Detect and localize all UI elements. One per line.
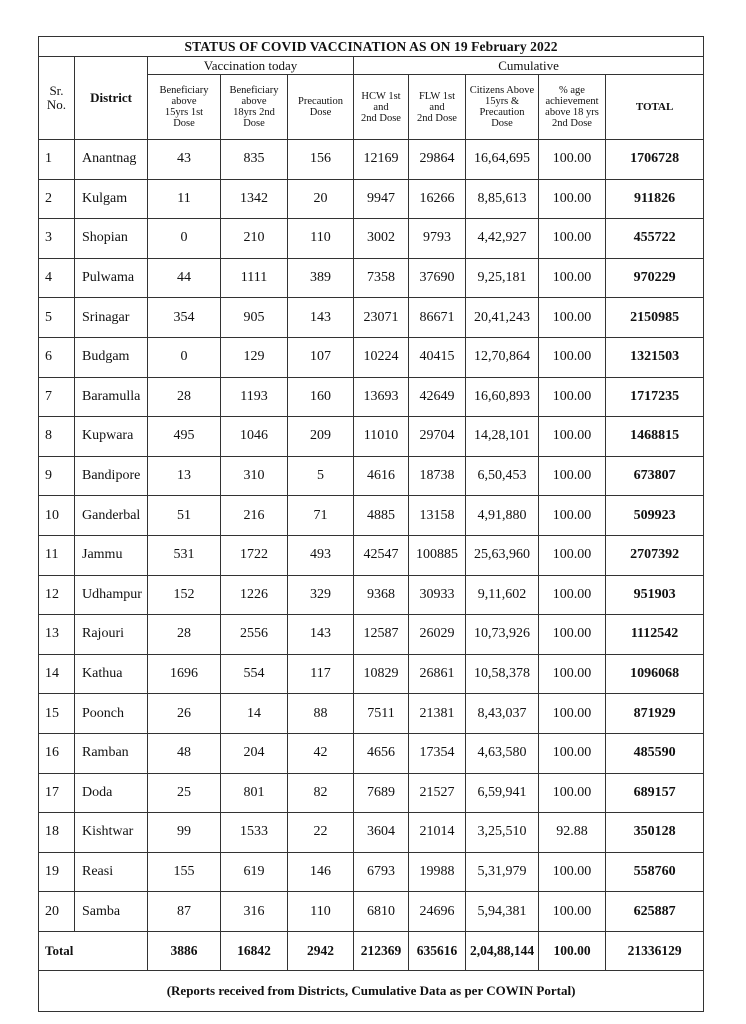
precaution-dose-cell: 88 — [288, 694, 354, 734]
sr-no-cell: 17 — [39, 773, 75, 813]
precaution-dose-cell: 156 — [288, 140, 354, 180]
beneficiary-18yrs-cell: 1226 — [221, 575, 288, 615]
beneficiary-15yrs-cell: 28 — [148, 377, 221, 417]
sr-no-cell: 12 — [39, 575, 75, 615]
grand-total: 21336129 — [606, 931, 704, 970]
flw-cell: 9793 — [409, 219, 466, 259]
total-cell: 689157 — [606, 773, 704, 813]
hcw-cell: 11010 — [354, 417, 409, 457]
precaution-dose-cell: 71 — [288, 496, 354, 536]
percent-cell: 100.00 — [539, 456, 606, 496]
flw-cell: 42649 — [409, 377, 466, 417]
district-cell: Jammu — [75, 535, 148, 575]
precaution-dose-cell: 143 — [288, 298, 354, 338]
total-cell: 1112542 — [606, 615, 704, 655]
citizens-cell: 16,60,893 — [466, 377, 539, 417]
district-cell: Samba — [75, 892, 148, 932]
sr-no-cell: 9 — [39, 456, 75, 496]
beneficiary-15yrs-cell: 1696 — [148, 654, 221, 694]
beneficiary-15yrs-cell: 155 — [148, 852, 221, 892]
total-cell: 911826 — [606, 179, 704, 219]
flw-cell: 21527 — [409, 773, 466, 813]
table-row — [39, 377, 704, 417]
precaution-dose-cell: 160 — [288, 377, 354, 417]
hcw-cell: 9368 — [354, 575, 409, 615]
hcw-cell: 12587 — [354, 615, 409, 655]
hcw-cell: 12169 — [354, 140, 409, 180]
citizens-cell: 5,31,979 — [466, 852, 539, 892]
total-cell: 673807 — [606, 456, 704, 496]
precaution-dose-cell: 329 — [288, 575, 354, 615]
header-beneficiary-15yrs: Beneficiary above 15yrs 1st Dose — [148, 75, 221, 140]
district-cell: Kishtwar — [75, 813, 148, 853]
district-cell: Pulwama — [75, 258, 148, 298]
total-cell: 2150985 — [606, 298, 704, 338]
table-row — [39, 575, 704, 615]
header-hcw: HCW 1st and 2nd Dose — [354, 75, 409, 140]
citizens-cell: 3,25,510 — [466, 813, 539, 853]
header-district: District — [75, 57, 148, 140]
total-percent: 100.00 — [539, 931, 606, 970]
district-cell: Kupwara — [75, 417, 148, 457]
table-row — [39, 733, 704, 773]
flw-cell: 21381 — [409, 694, 466, 734]
percent-cell: 100.00 — [539, 377, 606, 417]
precaution-dose-cell: 143 — [288, 615, 354, 655]
district-cell: Doda — [75, 773, 148, 813]
beneficiary-18yrs-cell: 210 — [221, 219, 288, 259]
citizens-cell: 10,73,926 — [466, 615, 539, 655]
sr-no-cell: 5 — [39, 298, 75, 338]
header-cumulative: Cumulative — [354, 57, 704, 75]
total-cell: 871929 — [606, 694, 704, 734]
total-cell: 350128 — [606, 813, 704, 853]
citizens-cell: 10,58,378 — [466, 654, 539, 694]
total-cell: 1717235 — [606, 377, 704, 417]
total-cell: 1096068 — [606, 654, 704, 694]
total-hcw: 212369 — [354, 931, 409, 970]
total-cell: 951903 — [606, 575, 704, 615]
district-cell: Kulgam — [75, 179, 148, 219]
header-flw: FLW 1st and 2nd Dose — [409, 75, 466, 140]
beneficiary-18yrs-cell: 216 — [221, 496, 288, 536]
percent-cell: 100.00 — [539, 179, 606, 219]
total-cell: 1321503 — [606, 337, 704, 377]
flw-cell: 24696 — [409, 892, 466, 932]
sr-no-cell: 14 — [39, 654, 75, 694]
header-beneficiary-18yrs: Beneficiary above 18yrs 2nd Dose — [221, 75, 288, 140]
hcw-cell: 10829 — [354, 654, 409, 694]
beneficiary-18yrs-cell: 14 — [221, 694, 288, 734]
percent-cell: 100.00 — [539, 733, 606, 773]
district-cell: Rajouri — [75, 615, 148, 655]
citizens-cell: 8,43,037 — [466, 694, 539, 734]
sr-no-cell: 16 — [39, 733, 75, 773]
beneficiary-15yrs-cell: 51 — [148, 496, 221, 536]
total-cell: 625887 — [606, 892, 704, 932]
beneficiary-15yrs-cell: 48 — [148, 733, 221, 773]
total-cell: 970229 — [606, 258, 704, 298]
hcw-cell: 4885 — [354, 496, 409, 536]
total-cell: 558760 — [606, 852, 704, 892]
beneficiary-15yrs-cell: 44 — [148, 258, 221, 298]
citizens-cell: 9,11,602 — [466, 575, 539, 615]
grand-total-row — [39, 931, 704, 970]
sr-no-cell: 1 — [39, 140, 75, 180]
hcw-cell: 23071 — [354, 298, 409, 338]
precaution-dose-cell: 117 — [288, 654, 354, 694]
percent-cell: 100.00 — [539, 773, 606, 813]
percent-cell: 100.00 — [539, 852, 606, 892]
hcw-cell: 42547 — [354, 535, 409, 575]
total-cell: 509923 — [606, 496, 704, 536]
vaccination-status-sheet — [38, 36, 703, 1012]
precaution-dose-cell: 493 — [288, 535, 354, 575]
hcw-cell: 9947 — [354, 179, 409, 219]
total-cell: 2707392 — [606, 535, 704, 575]
flw-cell: 100885 — [409, 535, 466, 575]
beneficiary-18yrs-cell: 1342 — [221, 179, 288, 219]
header-sr-no: Sr. No. — [39, 57, 75, 140]
hcw-cell: 13693 — [354, 377, 409, 417]
sr-no-cell: 19 — [39, 852, 75, 892]
table-body — [39, 140, 704, 1012]
flw-cell: 26861 — [409, 654, 466, 694]
hcw-cell: 7689 — [354, 773, 409, 813]
table-row — [39, 615, 704, 655]
beneficiary-18yrs-cell: 310 — [221, 456, 288, 496]
hcw-cell: 7511 — [354, 694, 409, 734]
percent-cell: 100.00 — [539, 219, 606, 259]
beneficiary-15yrs-cell: 11 — [148, 179, 221, 219]
percent-cell: 100.00 — [539, 337, 606, 377]
hcw-cell: 3604 — [354, 813, 409, 853]
total-beneficiary-15yrs: 3886 — [148, 931, 221, 970]
flw-cell: 18738 — [409, 456, 466, 496]
table-row — [39, 535, 704, 575]
precaution-dose-cell: 110 — [288, 219, 354, 259]
header-vaccination-today: Vaccination today — [148, 57, 354, 75]
citizens-cell: 4,91,880 — [466, 496, 539, 536]
total-flw: 635616 — [409, 931, 466, 970]
total-precaution-dose: 2942 — [288, 931, 354, 970]
sr-no-cell: 18 — [39, 813, 75, 853]
beneficiary-18yrs-cell: 619 — [221, 852, 288, 892]
beneficiary-18yrs-cell: 129 — [221, 337, 288, 377]
table-row — [39, 852, 704, 892]
beneficiary-15yrs-cell: 25 — [148, 773, 221, 813]
beneficiary-18yrs-cell: 2556 — [221, 615, 288, 655]
flw-cell: 30933 — [409, 575, 466, 615]
beneficiary-18yrs-cell: 1046 — [221, 417, 288, 457]
citizens-cell: 14,28,101 — [466, 417, 539, 457]
total-label: Total — [39, 931, 148, 970]
precaution-dose-cell: 42 — [288, 733, 354, 773]
percent-cell: 100.00 — [539, 140, 606, 180]
district-cell: Reasi — [75, 852, 148, 892]
total-cell: 455722 — [606, 219, 704, 259]
table-row — [39, 298, 704, 338]
citizens-cell: 25,63,960 — [466, 535, 539, 575]
sr-no-cell: 4 — [39, 258, 75, 298]
table-row — [39, 496, 704, 536]
beneficiary-15yrs-cell: 354 — [148, 298, 221, 338]
table-row — [39, 219, 704, 259]
percent-cell: 100.00 — [539, 575, 606, 615]
beneficiary-15yrs-cell: 43 — [148, 140, 221, 180]
district-cell: Kathua — [75, 654, 148, 694]
district-cell: Ganderbal — [75, 496, 148, 536]
hcw-cell: 6810 — [354, 892, 409, 932]
precaution-dose-cell: 20 — [288, 179, 354, 219]
flw-cell: 16266 — [409, 179, 466, 219]
sr-no-cell: 3 — [39, 219, 75, 259]
total-cell: 1468815 — [606, 417, 704, 457]
sr-no-cell: 11 — [39, 535, 75, 575]
percent-cell: 100.00 — [539, 298, 606, 338]
sr-no-cell: 10 — [39, 496, 75, 536]
flw-cell: 37690 — [409, 258, 466, 298]
table-title: STATUS OF COVID VACCINATION AS ON 19 February 2022 — [39, 37, 704, 57]
beneficiary-15yrs-cell: 0 — [148, 219, 221, 259]
hcw-cell: 4616 — [354, 456, 409, 496]
table-row — [39, 140, 704, 180]
district-cell: Shopian — [75, 219, 148, 259]
district-cell: Udhampur — [75, 575, 148, 615]
citizens-cell: 9,25,181 — [466, 258, 539, 298]
sr-no-cell: 8 — [39, 417, 75, 457]
beneficiary-18yrs-cell: 554 — [221, 654, 288, 694]
percent-cell: 100.00 — [539, 615, 606, 655]
header-total: TOTAL — [606, 75, 704, 140]
sr-no-cell: 2 — [39, 179, 75, 219]
sr-no-cell: 15 — [39, 694, 75, 734]
total-cell: 1706728 — [606, 140, 704, 180]
total-citizens: 2,04,88,144 — [466, 931, 539, 970]
percent-cell: 100.00 — [539, 417, 606, 457]
precaution-dose-cell: 5 — [288, 456, 354, 496]
flw-cell: 19988 — [409, 852, 466, 892]
flw-cell: 29864 — [409, 140, 466, 180]
flw-cell: 21014 — [409, 813, 466, 853]
flw-cell: 40415 — [409, 337, 466, 377]
beneficiary-15yrs-cell: 531 — [148, 535, 221, 575]
flw-cell: 17354 — [409, 733, 466, 773]
table-row — [39, 417, 704, 457]
header-citizens: Citizens Above 15yrs & Precaution Dose — [466, 75, 539, 140]
table-row — [39, 456, 704, 496]
beneficiary-15yrs-cell: 495 — [148, 417, 221, 457]
header-precaution-dose: Precaution Dose — [288, 75, 354, 140]
beneficiary-15yrs-cell: 99 — [148, 813, 221, 853]
beneficiary-18yrs-cell: 1533 — [221, 813, 288, 853]
hcw-cell: 7358 — [354, 258, 409, 298]
citizens-cell: 4,63,580 — [466, 733, 539, 773]
total-cell: 485590 — [606, 733, 704, 773]
header-percent-achievement: % age achievement above 18 yrs 2nd Dose — [539, 75, 606, 140]
district-cell: Bandipore — [75, 456, 148, 496]
percent-cell: 100.00 — [539, 892, 606, 932]
percent-cell: 100.00 — [539, 496, 606, 536]
precaution-dose-cell: 110 — [288, 892, 354, 932]
total-beneficiary-18yrs: 16842 — [221, 931, 288, 970]
beneficiary-18yrs-cell: 204 — [221, 733, 288, 773]
table-row — [39, 258, 704, 298]
beneficiary-18yrs-cell: 905 — [221, 298, 288, 338]
citizens-cell: 20,41,243 — [466, 298, 539, 338]
citizens-cell: 4,42,927 — [466, 219, 539, 259]
district-cell: Baramulla — [75, 377, 148, 417]
citizens-cell: 8,85,613 — [466, 179, 539, 219]
percent-cell: 100.00 — [539, 654, 606, 694]
district-cell: Ramban — [75, 733, 148, 773]
beneficiary-15yrs-cell: 152 — [148, 575, 221, 615]
flw-cell: 13158 — [409, 496, 466, 536]
flw-cell: 29704 — [409, 417, 466, 457]
precaution-dose-cell: 107 — [288, 337, 354, 377]
district-cell: Anantnag — [75, 140, 148, 180]
beneficiary-18yrs-cell: 835 — [221, 140, 288, 180]
hcw-cell: 6793 — [354, 852, 409, 892]
hcw-cell: 4656 — [354, 733, 409, 773]
beneficiary-15yrs-cell: 13 — [148, 456, 221, 496]
sr-no-cell: 20 — [39, 892, 75, 932]
percent-cell: 100.00 — [539, 694, 606, 734]
table-row — [39, 694, 704, 734]
beneficiary-18yrs-cell: 1193 — [221, 377, 288, 417]
district-cell: Poonch — [75, 694, 148, 734]
percent-cell: 100.00 — [539, 258, 606, 298]
citizens-cell: 6,59,941 — [466, 773, 539, 813]
table-row — [39, 654, 704, 694]
percent-cell: 92.88 — [539, 813, 606, 853]
flw-cell: 26029 — [409, 615, 466, 655]
table-row — [39, 337, 704, 377]
precaution-dose-cell: 146 — [288, 852, 354, 892]
vaccination-table — [38, 36, 704, 1012]
footer-note: (Reports received from Districts, Cumulative Data as per COWIN Portal) — [39, 970, 704, 1011]
precaution-dose-cell: 209 — [288, 417, 354, 457]
citizens-cell: 16,64,695 — [466, 140, 539, 180]
citizens-cell: 6,50,453 — [466, 456, 539, 496]
sr-no-cell: 6 — [39, 337, 75, 377]
table-row — [39, 813, 704, 853]
hcw-cell: 10224 — [354, 337, 409, 377]
beneficiary-15yrs-cell: 28 — [148, 615, 221, 655]
beneficiary-18yrs-cell: 1722 — [221, 535, 288, 575]
beneficiary-18yrs-cell: 801 — [221, 773, 288, 813]
beneficiary-18yrs-cell: 1111 — [221, 258, 288, 298]
district-cell: Budgam — [75, 337, 148, 377]
table-row — [39, 892, 704, 932]
precaution-dose-cell: 22 — [288, 813, 354, 853]
table-row — [39, 773, 704, 813]
precaution-dose-cell: 82 — [288, 773, 354, 813]
table-row — [39, 179, 704, 219]
sr-no-cell: 13 — [39, 615, 75, 655]
hcw-cell: 3002 — [354, 219, 409, 259]
beneficiary-15yrs-cell: 26 — [148, 694, 221, 734]
precaution-dose-cell: 389 — [288, 258, 354, 298]
beneficiary-15yrs-cell: 0 — [148, 337, 221, 377]
citizens-cell: 5,94,381 — [466, 892, 539, 932]
sr-no-cell: 7 — [39, 377, 75, 417]
beneficiary-18yrs-cell: 316 — [221, 892, 288, 932]
flw-cell: 86671 — [409, 298, 466, 338]
beneficiary-15yrs-cell: 87 — [148, 892, 221, 932]
district-cell: Srinagar — [75, 298, 148, 338]
citizens-cell: 12,70,864 — [466, 337, 539, 377]
percent-cell: 100.00 — [539, 535, 606, 575]
